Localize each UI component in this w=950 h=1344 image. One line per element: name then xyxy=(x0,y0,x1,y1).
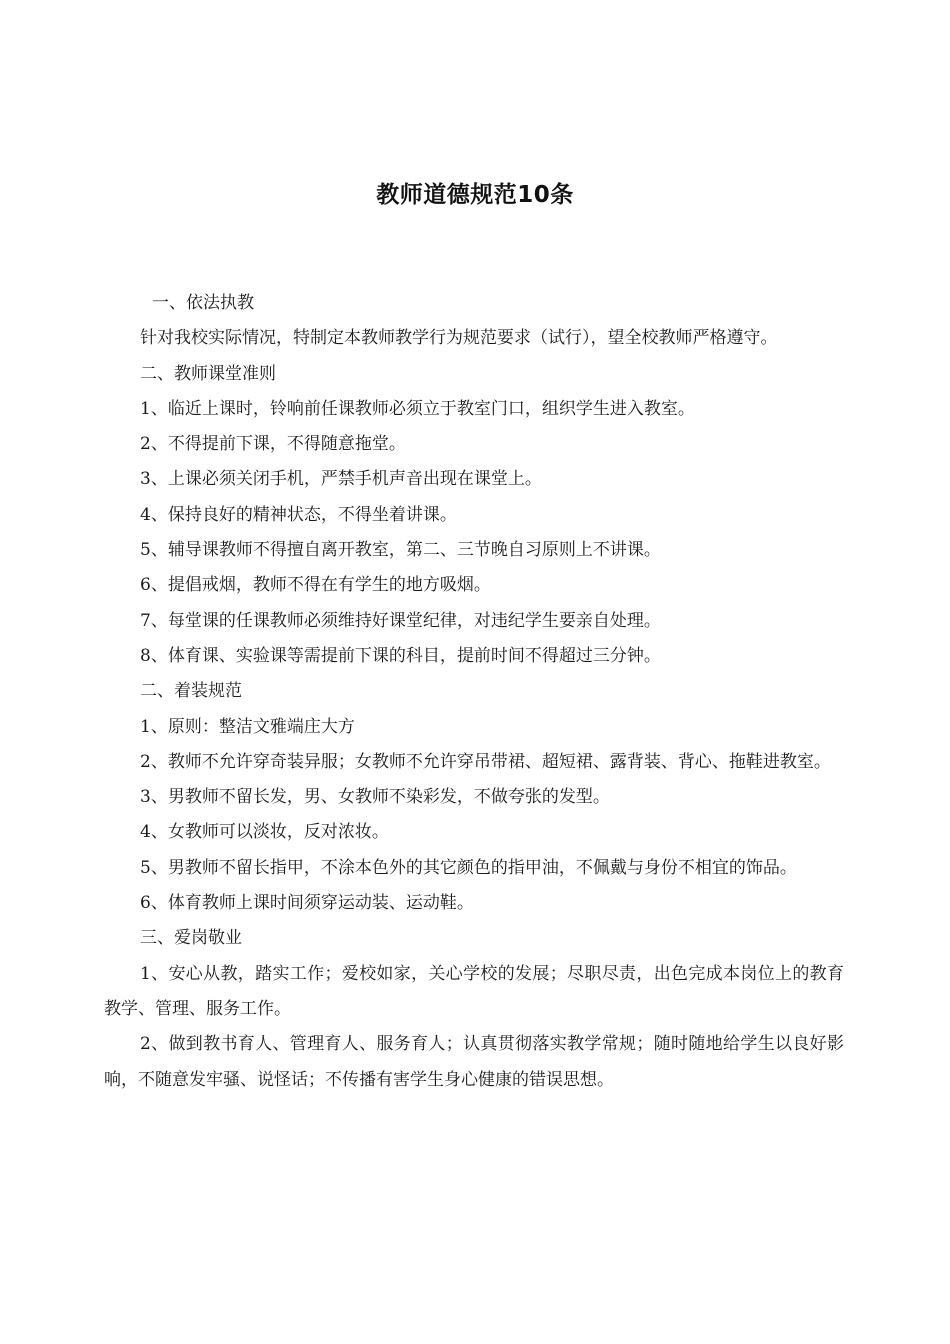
document-body xyxy=(104,286,844,1098)
list-item: 8、体育课、实验课等需提前下课的科目，提前时间不得超过三分钟。 xyxy=(140,645,661,666)
paragraph-intro: 针对我校实际情况，特制定本教师教学行为规范要求（试行），望全校教师严格遵守。 xyxy=(140,328,778,349)
document-title: 教师道德规范10条 xyxy=(376,182,574,208)
list-item: 2、做到教书育人、管理育人、服务育人；认真贯彻落实教学常规；随时随地给学生以良好影响，不随意发牢骚、说怪话；不传播有害学生身心健康的错误思想。 xyxy=(104,1034,844,1090)
list-item: 1、临近上课时，铃响前任课教师必须立于教室门口，组织学生进入教室。 xyxy=(140,398,695,419)
list-item: 3、男教师不留长发，男、女教师不染彩发，不做夸张的发型。 xyxy=(140,787,610,808)
section-heading-2: 二、教师课堂准则 xyxy=(140,363,276,384)
list-item: 7、每堂课的任课教师必须维持好课堂纪律，对违纪学生要亲自处理。 xyxy=(140,610,661,631)
section-heading-4: 三、爱岗敬业 xyxy=(140,928,242,949)
list-item: 5、男教师不留长指甲，不涂本色外的其它颜色的指甲油，不佩戴与身份不相宜的饰品。 xyxy=(140,857,797,878)
list-item: 6、体育教师上课时间须穿运动装、运动鞋。 xyxy=(140,893,474,914)
section-heading-1: 一、依法执教 xyxy=(152,293,254,313)
list-item: 4、保持良好的精神状态，不得坐着讲课。 xyxy=(140,504,457,525)
list-item: 1、原则：整洁文雅端庄大方 xyxy=(140,716,355,737)
list-item: 2、教师不允许穿奇装异服；女教师不允许穿吊带裙、超短裙、露背装、背心、拖鞋进教室。 xyxy=(140,751,831,772)
list-item: 4、女教师可以淡妆，反对浓妆。 xyxy=(140,822,389,843)
list-item: 5、辅导课教师不得擅自离开教室，第二、三节晚自习原则上不讲课。 xyxy=(140,540,661,561)
list-item: 1、安心从教，踏实工作；爱校如家，关心学校的发展；尽职尽责，出色完成本岗位上的教育教学、管理、服务工作。 xyxy=(104,963,844,1019)
list-item: 6、提倡戒烟，教师不得在有学生的地方吸烟。 xyxy=(140,575,491,596)
list-item: 2、不得提前下课，不得随意拖堂。 xyxy=(140,434,406,455)
section-heading-3: 二、着装规范 xyxy=(140,681,242,702)
list-item: 3、上课必须关闭手机，严禁手机声音出现在课堂上。 xyxy=(140,469,542,490)
